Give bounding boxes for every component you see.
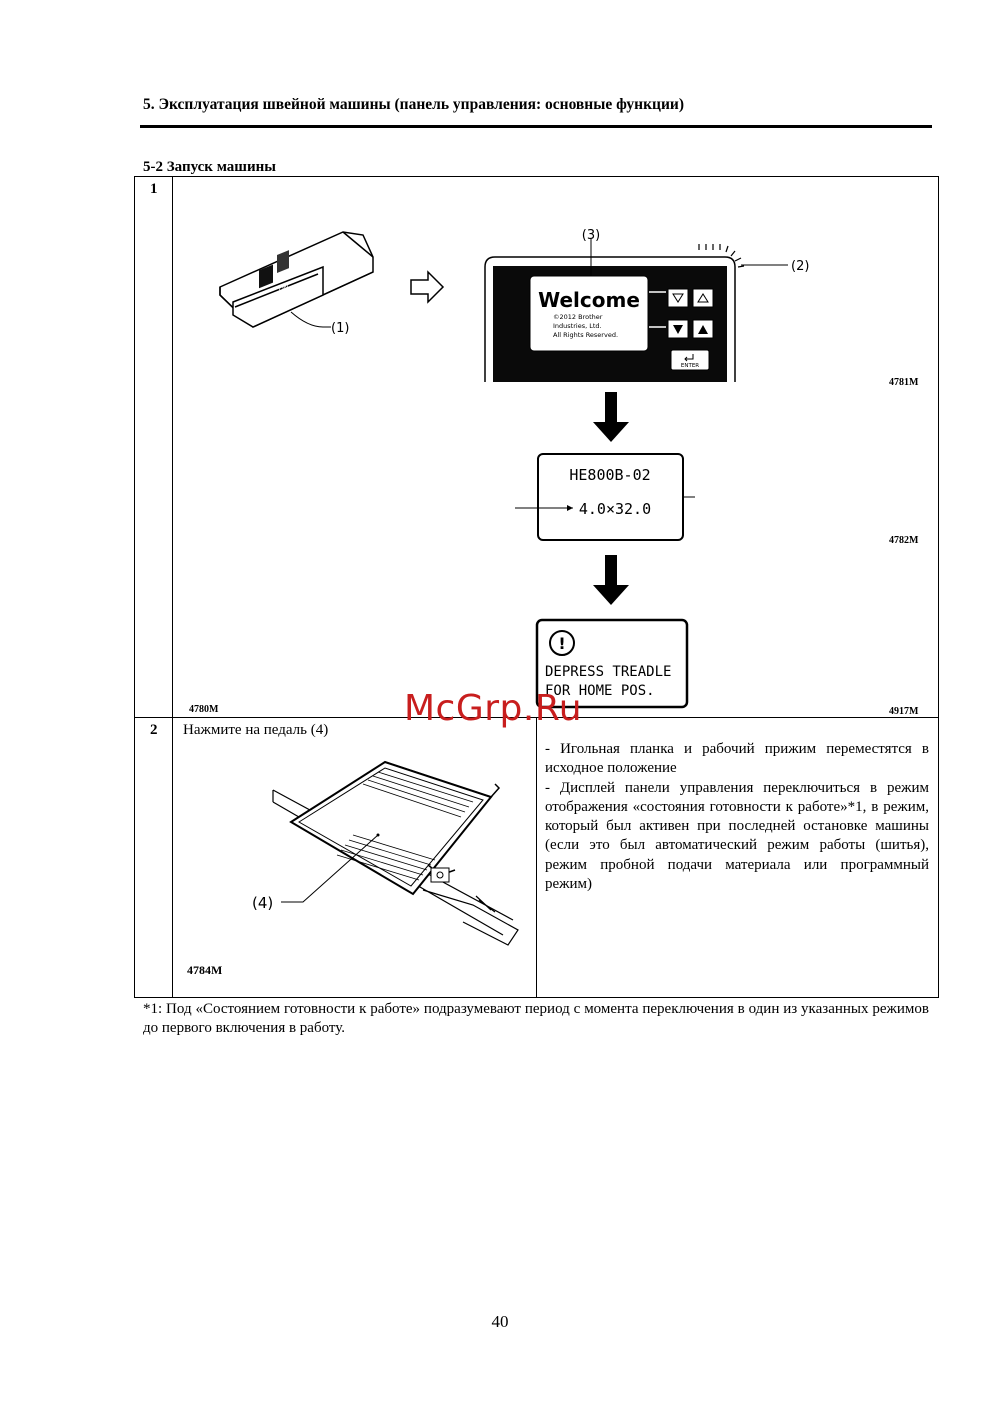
step-1-illustration: [173, 177, 938, 717]
callout-3-label: (3): [581, 228, 601, 243]
welcome-title: Welcome: [538, 288, 640, 312]
welcome-line-2: Industries, Ltd.: [553, 322, 602, 330]
machine-table-drawing: [220, 232, 373, 327]
startup-sequence-diagram: [173, 177, 938, 717]
pedal-icon: [291, 762, 499, 894]
down-arrow-icon: [593, 555, 629, 605]
warning-line-2: FOR HOME POS.: [545, 683, 655, 699]
switch-off-label: OFF: [261, 298, 273, 311]
callout-1-leader: [291, 312, 331, 327]
next-step-arrow-icon: [411, 272, 443, 302]
callout-1-label: (1): [331, 321, 350, 336]
figure-code-panel: 4781M: [889, 377, 919, 388]
page-number: 40: [491, 1312, 509, 1331]
treadle-drawing: [173, 740, 535, 996]
figure-code-treadle: 4784M: [187, 963, 223, 977]
figure-code-warning: 4917M: [889, 706, 919, 717]
footnote: *1: Под «Состоянием готовности к работе» подразумевают период с момента переключения в один из указанных режимов до первого включения в работу.: [143, 1001, 929, 1037]
enter-key-label: ENTER: [680, 363, 700, 369]
control-panel-drawing: [485, 228, 809, 382]
callout-2-label: (2): [791, 259, 810, 274]
callout-4-dot: [377, 834, 380, 837]
model-value: 4.0×32.0: [578, 500, 652, 518]
header-rule: [140, 125, 932, 128]
switch-on-label: ON: [279, 283, 289, 295]
section-title: 5. Эксплуатация швейной машины (панель управления: основные функции): [143, 96, 684, 113]
subsection-title: 5-2 Запуск машины: [143, 159, 276, 175]
indicator-light-icon: [699, 244, 744, 267]
step-1-number: 1: [150, 181, 158, 197]
figure-code-model: 4782M: [889, 535, 919, 546]
description-item: - Игольная планка и рабочий прижим переместятся в исходное положение: [545, 741, 929, 777]
step-2-number: 2: [150, 722, 158, 738]
step-2-illustration: [173, 740, 535, 996]
step2-column-divider: [536, 717, 537, 998]
step-2-description: [545, 740, 929, 894]
description-item: - Дисплей панели управления переключиться в режим отображения «состояния готовности к работе»*1, в режим, который был активен при последней остановке машины (если это был автоматический режим работы (шитья), режим пробной подачи материала или программный режим): [545, 779, 929, 893]
welcome-line-3: All Rights Reserved.: [553, 331, 619, 339]
down-arrow-icon: [593, 392, 629, 442]
warning-line-1: DEPRESS TREADLE: [545, 664, 672, 680]
step-2-instruction: Нажмите на педаль (4): [183, 722, 329, 738]
welcome-line-1: ©2012 Brother: [553, 313, 603, 321]
down-outline-key: [693, 289, 713, 307]
warning-icon-glyph: !: [558, 634, 566, 653]
model-name: HE800B-02: [569, 466, 651, 484]
figure-code-switch: 4780M: [189, 704, 219, 715]
watermark: McGrp.Ru: [404, 688, 583, 729]
up-outline-key: [668, 289, 688, 307]
callout-4-label: (4): [252, 894, 274, 912]
